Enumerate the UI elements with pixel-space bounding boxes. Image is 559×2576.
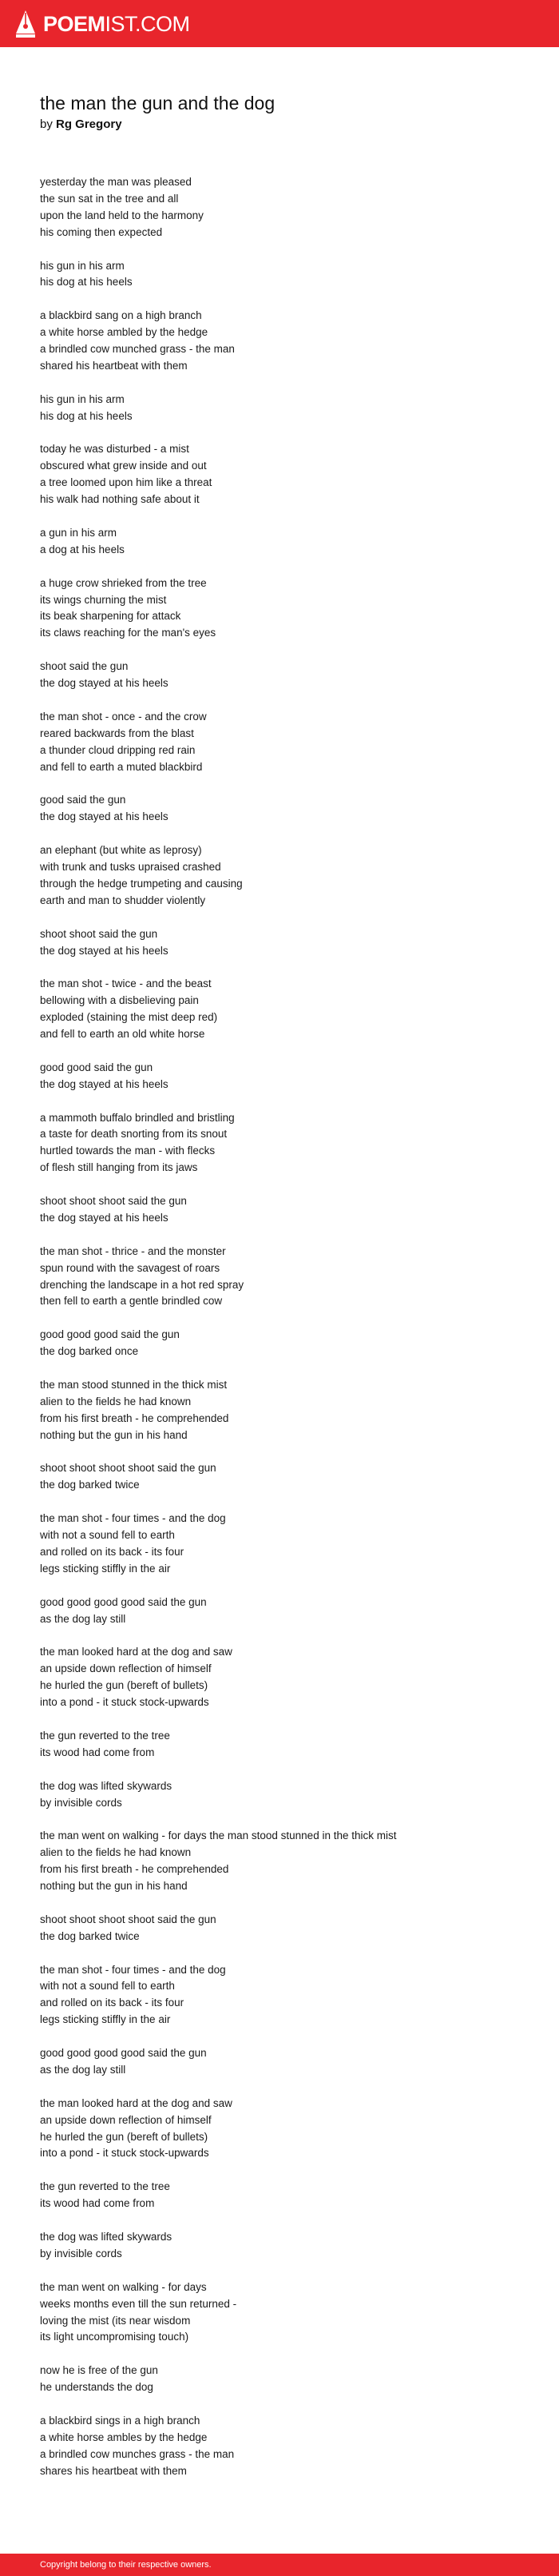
stanza: [40, 2045, 535, 2079]
stanza: [40, 842, 535, 910]
stanza: [40, 1962, 535, 2029]
poem-line: a dog at his heels: [40, 543, 125, 555]
stanza: [40, 1644, 535, 1711]
poem-line: nothing but the gun in his hand: [40, 1428, 188, 1441]
poem-line: his walk had nothing safe about it: [40, 493, 200, 506]
copyright-text: Copyright belong to their respective owners.: [40, 2560, 212, 2570]
poem-line: the man shot - once - and the crow: [40, 710, 207, 723]
poem-line: the man looked hard at the dog and saw: [40, 2096, 232, 2109]
stanza: [40, 525, 535, 559]
poem-line: the man shot - twice - and the beast: [40, 977, 212, 990]
poem-line: reared backwards from the blast: [40, 727, 194, 739]
poem-line: weeks months even till the sun returned -: [40, 2297, 237, 2310]
stanza: [40, 1912, 535, 1945]
stanza: [40, 1110, 535, 1177]
poem-line: the dog stayed at his heels: [40, 810, 168, 823]
stanza: [40, 2096, 535, 2163]
stanza: [40, 441, 535, 508]
poem-line: the man looked hard at the dog and saw: [40, 1646, 232, 1658]
stanza: [40, 2363, 535, 2396]
poem-line: the dog was lifted skywards: [40, 2230, 172, 2243]
stanza: [40, 1595, 535, 1628]
poem-line: good good good good said the gun: [40, 2047, 207, 2060]
poem-line: today he was disturbed - a mist: [40, 443, 189, 456]
poem-line: upon the land held to the harmony: [40, 209, 204, 221]
poem-line: shoot shoot shoot said the gun: [40, 1195, 187, 1208]
poem-line: and fell to earth an old white horse: [40, 1028, 205, 1041]
poem-line: he understands the dog: [40, 2381, 153, 2394]
poem-line: and rolled on its back - its four: [40, 1997, 184, 2009]
poem-line: a white horse ambled by the hedge: [40, 326, 208, 339]
stanza: [40, 1828, 535, 1895]
poem-line: his dog at his heels: [40, 276, 133, 289]
poem-line: the dog barked twice: [40, 1929, 140, 1942]
poem-line: his gun in his arm: [40, 259, 125, 272]
poem-line: he hurled the gun (bereft of bullets): [40, 1679, 208, 1692]
pen-nib-icon: [14, 10, 37, 38]
poem-line: a tree loomed upon him like a threat: [40, 476, 212, 489]
poem-line: with trunk and tusks upraised crashed: [40, 861, 221, 873]
poem-line: shoot shoot said the gun: [40, 927, 158, 940]
poem-line: loving the mist (its near wisdom: [40, 2314, 191, 2327]
poem-line: its claws reaching for the man's eyes: [40, 627, 216, 639]
poem-line: the gun reverted to the tree: [40, 1729, 170, 1742]
stanza: [40, 926, 535, 960]
stanza: [40, 1460, 535, 1494]
poem-line: the man shot - thrice - and the monster: [40, 1244, 226, 1257]
poem-line: nothing but the gun in his hand: [40, 1880, 188, 1893]
poem-line: its wood had come from: [40, 1746, 155, 1758]
poem-line: legs sticking stiffly in the air: [40, 2013, 171, 2026]
logo-text: [43, 10, 190, 38]
poem-line: the gun reverted to the tree: [40, 2180, 170, 2193]
poem-line: the dog barked twice: [40, 1479, 140, 1491]
poem-line: the dog stayed at his heels: [40, 1211, 168, 1224]
poem-line: obscured what grew inside and out: [40, 460, 207, 472]
poem-line: good good said the gun: [40, 1061, 153, 1073]
poem-line: with not a sound fell to earth: [40, 1529, 175, 1542]
stanza: [40, 1193, 535, 1227]
poem-line: as the dog lay still: [40, 2063, 126, 2076]
stanza: [40, 174, 535, 241]
poem-line: yesterday the man was pleased: [40, 176, 192, 188]
poem-line: the dog was lifted skywards: [40, 1779, 172, 1792]
poem-line: a brindled cow munches grass - the man: [40, 2447, 235, 2460]
poem-line: the dog stayed at his heels: [40, 1077, 168, 1090]
poem-line: earth and man to shudder violently: [40, 894, 206, 906]
site-footer: [0, 2554, 559, 2576]
poem-line: by invisible cords: [40, 2247, 122, 2259]
poem-line: the man shot - four times - and the dog: [40, 1512, 226, 1525]
stanza: [40, 709, 535, 776]
stanza: [40, 258, 535, 292]
poem-line: hurtled towards the man - with flecks: [40, 1145, 216, 1157]
poem-line: he hurled the gun (bereft of bullets): [40, 2130, 208, 2143]
poem-line: a mammoth buffalo brindled and bristling: [40, 1111, 235, 1124]
poem-line: shared his heartbeat with them: [40, 359, 188, 372]
poem-line: of flesh still hanging from its jaws: [40, 1161, 198, 1174]
poem-line: bellowing with a disbelieving pain: [40, 994, 199, 1007]
stanza: [40, 2279, 535, 2347]
poem-line: an upside down reflection of himself: [40, 1662, 212, 1675]
poem-line: with not a sound fell to earth: [40, 1980, 175, 1993]
poem-line: shoot shoot shoot shoot said the gun: [40, 1913, 216, 1925]
stanza: [40, 2413, 535, 2480]
poem-line: from his first breath - he comprehended: [40, 1863, 229, 1876]
stanza: [40, 392, 535, 425]
poem-line: the dog stayed at his heels: [40, 677, 168, 690]
poem-line: his coming then expected: [40, 225, 163, 238]
poem-line: and fell to earth a muted blackbird: [40, 760, 203, 773]
poem-line: into a pond - it stuck stock-upwards: [40, 1696, 209, 1709]
logo-text-light: IST.COM: [105, 12, 190, 36]
poem-line: its beak sharpening for attack: [40, 610, 181, 623]
stanza: [40, 575, 535, 643]
poem-line: an upside down reflection of himself: [40, 2113, 212, 2126]
poem-line: a gun in his arm: [40, 526, 117, 539]
site-logo[interactable]: [14, 10, 190, 38]
stanza: [40, 1511, 535, 1578]
poem-line: shoot said the gun: [40, 660, 129, 673]
poem-line: the man shot - four times - and the dog: [40, 1963, 226, 1976]
poem-line: legs sticking stiffly in the air: [40, 1562, 171, 1575]
by-label: by: [40, 117, 53, 131]
poem-line: alien to the fields he had known: [40, 1846, 192, 1859]
poem-line: now he is free of the gun: [40, 2364, 158, 2377]
poem-line: its wood had come from: [40, 2197, 155, 2210]
poem-title: the man the gun and the dog: [40, 93, 276, 113]
poem-line: the dog stayed at his heels: [40, 944, 168, 957]
poem-line: alien to the fields he had known: [40, 1395, 192, 1407]
poem-line: the man stood stunned in the thick mist: [40, 1378, 228, 1391]
stanza: [40, 308, 535, 375]
poem-line: a white horse ambles by the hedge: [40, 2431, 208, 2443]
poem-line: a taste for death snorting from its snout: [40, 1128, 228, 1141]
poem-line: an elephant (but white as leprosy): [40, 844, 202, 857]
poem-line: the sun sat in the tree and all: [40, 192, 179, 205]
poem-line: a blackbird sings in a high branch: [40, 2414, 200, 2427]
poem-line: from his first breath - he comprehended: [40, 1411, 229, 1424]
byline: [40, 117, 122, 133]
stanza: [40, 792, 535, 826]
logo-text-bold: POEM: [43, 12, 105, 36]
poem-line: drenching the landscape in a hot red spray: [40, 1278, 244, 1291]
poem-line: the dog barked once: [40, 1345, 139, 1358]
stanza: [40, 1728, 535, 1762]
poem-line: a brindled cow munched grass - the man: [40, 343, 235, 356]
stanza: [40, 1244, 535, 1311]
poem-line: shoot shoot shoot shoot said the gun: [40, 1462, 216, 1475]
poem-line: exploded (staining the mist deep red): [40, 1011, 218, 1024]
poem-line: a blackbird sang on a high branch: [40, 309, 202, 322]
stanza: [40, 659, 535, 692]
stanza: [40, 1377, 535, 1444]
poem-line: the man went on walking - for days: [40, 2280, 207, 2293]
poem-line: his gun in his arm: [40, 392, 125, 405]
stanza: [40, 1778, 535, 1812]
stanza: [40, 2229, 535, 2263]
poem-line: a thunder cloud dripping red rain: [40, 743, 196, 756]
poem-line: its wings churning the mist: [40, 593, 167, 606]
poem-line: good good good said the gun: [40, 1328, 180, 1341]
poem-line: by invisible cords: [40, 1796, 122, 1809]
poem-line: shares his heartbeat with them: [40, 2464, 187, 2477]
poem-line: into a pond - it stuck stock-upwards: [40, 2147, 209, 2160]
poem-line: the man went on walking - for days the man stood stunned in the thick mist: [40, 1829, 397, 1842]
stanza: [40, 976, 535, 1043]
stanza: [40, 1060, 535, 1093]
stanza: [40, 1327, 535, 1360]
stanza: [40, 2179, 535, 2212]
site-header: [0, 0, 559, 47]
poem-body: [40, 174, 535, 2496]
poem-line: then fell to earth a gentle brindled cow: [40, 1295, 223, 1308]
poem-line: spun round with the savagest of roars: [40, 1261, 220, 1274]
poem-line: through the hedge trumpeting and causing: [40, 877, 243, 890]
poem-line: his dog at his heels: [40, 409, 133, 422]
poem-line: good said the gun: [40, 794, 126, 806]
poem-line: a huge crow shrieked from the tree: [40, 576, 207, 589]
poem-line: good good good good said the gun: [40, 1595, 207, 1608]
poem-line: and rolled on its back - its four: [40, 1546, 184, 1558]
poem-line: its light uncompromising touch): [40, 2331, 189, 2343]
poem-line: as the dog lay still: [40, 1612, 126, 1625]
author-link[interactable]: Rg Gregory: [56, 117, 122, 131]
